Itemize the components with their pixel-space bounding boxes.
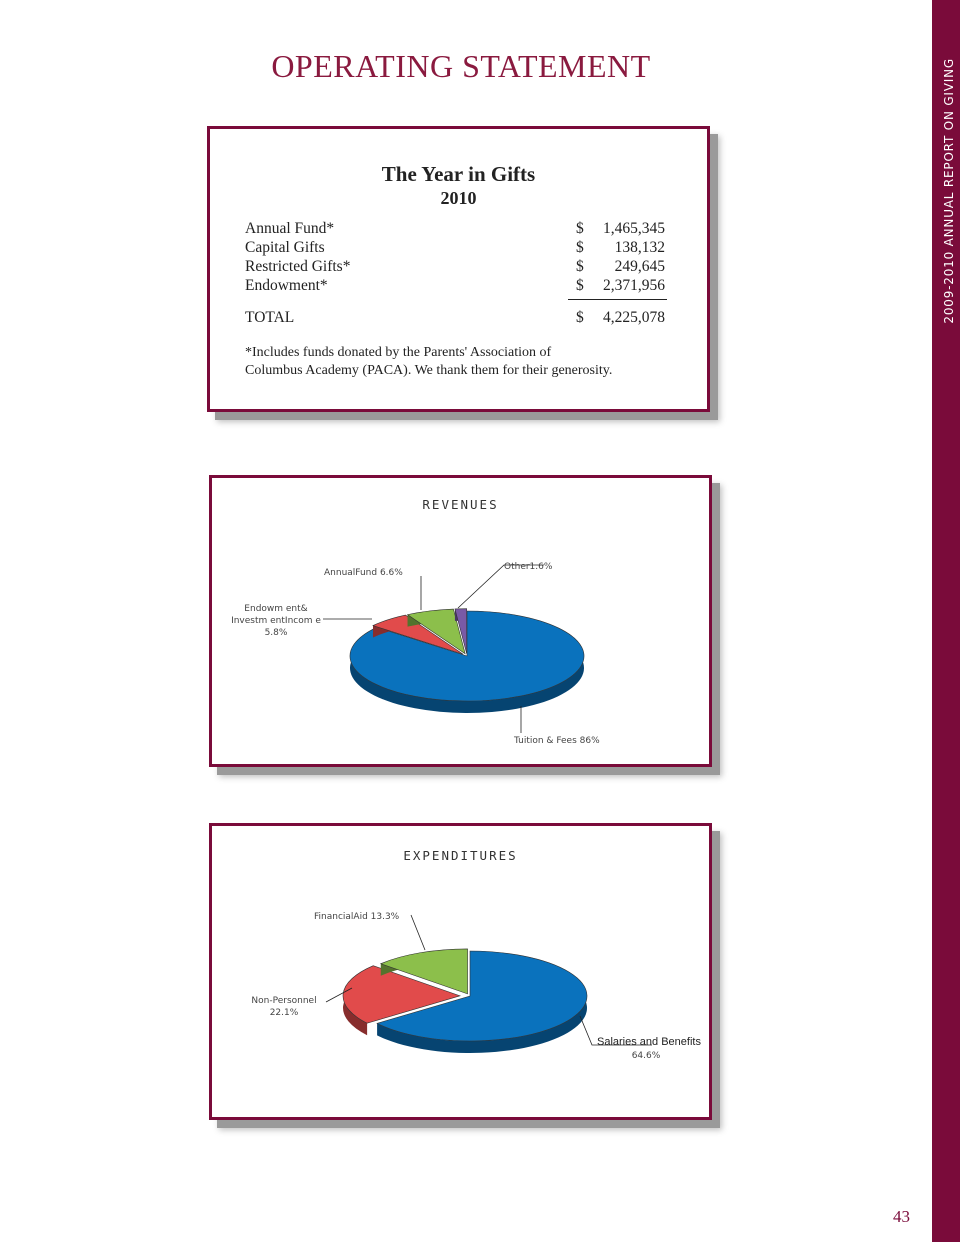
gift-row-annual-fund [245, 220, 665, 239]
total-currency: $ [576, 309, 584, 326]
gifts-footnote [245, 344, 665, 380]
label-financial-aid: FinancialAid 13.3% [314, 912, 400, 922]
total-label: TOTAL [245, 309, 295, 326]
gift-row-currency: $ [576, 258, 584, 275]
expenditures-pie-chart [212, 826, 709, 1117]
revenues-panel [209, 475, 712, 767]
gift-row-currency: $ [576, 277, 584, 294]
gift-row-currency: $ [576, 220, 584, 237]
gift-row-amount: 138,132 [614, 239, 665, 256]
footnote-line: Columbus Academy (PACA). We thank them for their generosity. [245, 363, 613, 378]
label-endowment-2: Investm entIncom e [231, 616, 321, 626]
gift-row-currency: $ [576, 239, 584, 256]
gifts-title: The Year in Gifts [381, 162, 536, 186]
label-annual-fund: AnnualFund 6.6% [324, 568, 403, 578]
gift-row-endowment [245, 277, 665, 296]
gift-row-amount: 2,371,956 [603, 277, 665, 294]
gift-row-label: Endowment* [245, 277, 328, 294]
page-number: 43 [893, 1207, 910, 1226]
revenues-pie-chart [212, 478, 709, 764]
gift-row-capital-gifts [245, 239, 665, 258]
label-other: Other1.6% [504, 562, 553, 572]
label-tuition: Tuition & Fees 86% [514, 736, 600, 746]
footnote-line: *Includes funds donated by the Parents' Association of [245, 345, 552, 360]
expenditures-chart-title: EXPENDITURES [403, 848, 518, 863]
gift-row-label: Restricted Gifts* [245, 258, 351, 275]
label-salaries-2: 64.6% [631, 1051, 661, 1061]
label-non-personnel-1: Non-Personnel [251, 996, 317, 1006]
expenditures-panel [209, 823, 712, 1120]
gift-row-amount: 1,465,345 [603, 220, 665, 237]
gifts-panel [207, 126, 710, 412]
label-endowment-3: 5.8% [264, 628, 288, 638]
page-title: OPERATING STATEMENT [271, 48, 651, 84]
gift-row-amount: 249,645 [614, 258, 665, 275]
gift-row-total [245, 309, 665, 328]
leader-line-financial-aid [411, 915, 425, 950]
gift-row-label: Annual Fund* [245, 220, 335, 237]
total-divider [568, 299, 667, 300]
gift-row-label: Capital Gifts [245, 239, 325, 256]
sidebar-band [932, 0, 960, 1242]
sidebar-title: 2009-2010 ANNUAL REPORT ON GIVING [942, 58, 956, 324]
gift-row-restricted-gifts [245, 258, 665, 277]
revenues-chart-title: REVENUES [422, 497, 499, 512]
label-endowment-1: Endowm ent& [244, 604, 308, 614]
label-salaries-1: Salaries and Benefits [597, 1036, 701, 1048]
label-non-personnel-2: 22.1% [269, 1008, 299, 1018]
total-amount: 4,225,078 [603, 309, 665, 326]
gifts-year: 2010 [440, 188, 477, 208]
